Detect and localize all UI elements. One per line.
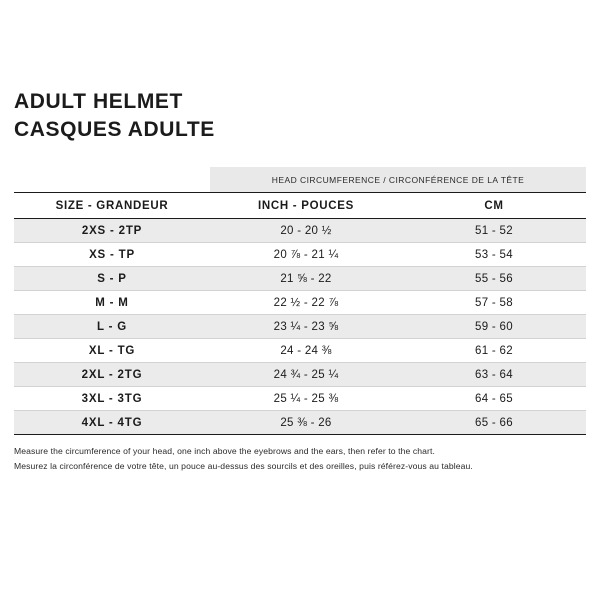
cell-size: XS - TP (14, 243, 210, 267)
column-header-cm: CM (402, 193, 586, 219)
note-en: Measure the circumference of your head, one inch above the eyebrows and the ears, then refer to the chart. (14, 446, 435, 457)
cell-inch: 20 - 20 ½ (210, 219, 402, 243)
cell-cm: 64 - 65 (402, 387, 586, 411)
table-row (14, 411, 586, 435)
group-header-circumference: HEAD CIRCUMFERENCE / CIRCONFÉRENCE DE LA TÊTE (210, 167, 586, 193)
cell-inch: 25 ⅜ - 26 (210, 411, 402, 435)
table-row (14, 243, 586, 267)
table-row (14, 315, 586, 339)
cell-size: XL - TG (14, 339, 210, 363)
table-body (14, 219, 586, 435)
column-header-inch: INCH - POUCES (210, 193, 402, 219)
note-fr: Mesurez la circonférence de votre tête, un pouce au-dessus des sourcils et des oreilles, puis référez-vous au tableau. (14, 460, 473, 471)
cell-cm: 57 - 58 (402, 291, 586, 315)
table-group-header-row (14, 167, 586, 193)
cell-inch: 20 ⅞ - 21 ¼ (210, 243, 402, 267)
page-title (14, 88, 586, 143)
table-row (14, 339, 586, 363)
cell-inch: 25 ¼ - 25 ⅜ (210, 387, 402, 411)
cell-size: 4XL - 4TG (14, 411, 210, 435)
cell-cm: 59 - 60 (402, 315, 586, 339)
cell-cm: 65 - 66 (402, 411, 586, 435)
cell-inch: 24 ¾ - 25 ¼ (210, 363, 402, 387)
table-row (14, 291, 586, 315)
cell-cm: 53 - 54 (402, 243, 586, 267)
table-row (14, 387, 586, 411)
cell-size: L - G (14, 315, 210, 339)
page-title-en: ADULT HELMET (14, 90, 183, 113)
cell-cm: 51 - 52 (402, 219, 586, 243)
column-header-size: SIZE - GRANDEUR (14, 193, 210, 219)
cell-size: M - M (14, 291, 210, 315)
cell-size: 2XS - 2TP (14, 219, 210, 243)
cell-cm: 61 - 62 (402, 339, 586, 363)
cell-inch: 21 ⅝ - 22 (210, 267, 402, 291)
table-row (14, 267, 586, 291)
cell-inch: 23 ¼ - 23 ⅝ (210, 315, 402, 339)
cell-inch: 24 - 24 ⅜ (210, 339, 402, 363)
cell-cm: 63 - 64 (402, 363, 586, 387)
table-column-header-row (14, 193, 586, 219)
cell-size: 2XL - 2TG (14, 363, 210, 387)
size-chart-table (14, 167, 586, 435)
group-header-blank-cell (14, 167, 210, 193)
table-row (14, 219, 586, 243)
cell-size: 3XL - 3TG (14, 387, 210, 411)
cell-size: S - P (14, 267, 210, 291)
table-row (14, 363, 586, 387)
page-title-fr: CASQUES ADULTE (14, 117, 215, 141)
cell-cm: 55 - 56 (402, 267, 586, 291)
cell-inch: 22 ½ - 22 ⅞ (210, 291, 402, 315)
measurement-notes (14, 444, 586, 472)
